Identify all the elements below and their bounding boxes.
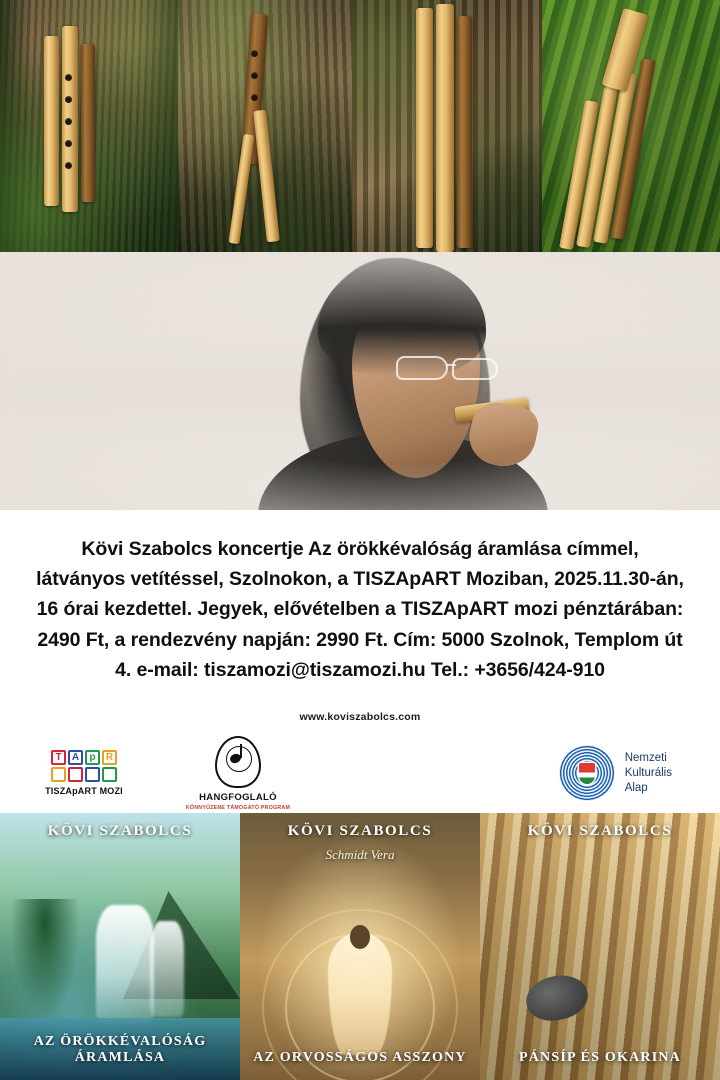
nka-label-line2: Kulturális [624, 766, 672, 779]
concert-description: Kövi Szabolcs koncertje Az örökkévalóság áramlása címmel, látványos vetítéssel, Szolnokon, a TISZApART Moziban, 2025.11.30-án, 16 órai kezdettel. Jegyek, elővételben a TISZApART mozi pénztárában: 2490 Ft, a rendezvény napján: 2990 Ft. Cím: 5000 Szolnok, Templom út 4. e-mail: tiszamozi@tiszamozi.hu Tel.: +3656/424-910 [36, 538, 684, 681]
album-cover-orvossagos-asszony[interactable] [240, 813, 480, 1080]
tp-tile-1-letter: T [55, 752, 62, 764]
nemzeti-kulturalis-alap-logo[interactable] [559, 745, 672, 801]
sponsor-logo-row [0, 727, 720, 813]
tp-tile-1 [51, 750, 66, 765]
tp-tile-4-letter: R [105, 752, 114, 764]
tiszapart-logo-label: TISZApART MOZI [45, 786, 123, 797]
portrait-vignette [0, 252, 720, 510]
album-cover-row [0, 813, 720, 1080]
album-2-artist: KÖVI SZABOLCS [287, 823, 433, 840]
top-photo-strip [0, 0, 720, 252]
album-1-title: AZ ÖRÖKKÉVALÓSÁG ÁRAMLÁSA [33, 1034, 207, 1065]
tp-tile-2-letter: A [71, 752, 80, 764]
album-3-artist: KÖVI SZABOLCS [527, 823, 673, 840]
woman-figure-shape [328, 933, 392, 1055]
tiszapart-logo-mark [51, 750, 117, 782]
tp-tile-3-letter: p [89, 752, 96, 764]
tp-tile-3 [85, 750, 100, 765]
woman-head-shape [350, 925, 370, 949]
album-3-title: PÁNSÍP ÉS OKARINA [519, 1050, 681, 1065]
website-url[interactable]: www.koviszabolcs.com [299, 711, 421, 724]
nka-logo-mark [559, 745, 615, 801]
kovi-szabolcs-portrait [0, 252, 720, 510]
hangfoglalo-logo[interactable] [176, 736, 300, 811]
hangfoglalo-logo-sublabel: KÖNNYŰZENE TÁMOGATÓ PROGRAM [185, 804, 291, 811]
album-2-title: AZ ORVOSSÁGOS ASSZONY [253, 1050, 467, 1065]
album-1-artist: KÖVI SZABOLCS [47, 823, 193, 840]
hangfoglalo-logo-label: HANGFOGLALÓ [199, 791, 277, 803]
wooden-flute-icon [234, 14, 304, 242]
tp-tile-6 [68, 767, 83, 782]
album-cover-pansip-es-okarina[interactable] [480, 813, 720, 1080]
tp-tile-4 [102, 750, 117, 765]
flute-tree-photo [178, 0, 352, 252]
pan-flute-bark-photo [352, 0, 542, 252]
tp-tile-5 [51, 767, 66, 782]
waterfall-shape-2 [150, 921, 184, 1017]
tp-tile-7 [85, 767, 100, 782]
hangfoglalo-logo-mark [215, 736, 261, 788]
waterfall-shape [96, 905, 154, 1023]
concert-info-block [0, 510, 720, 727]
nka-logo-label [625, 751, 672, 796]
bamboo-pan-flute-icon [572, 40, 682, 240]
pan-flute-large-icon [416, 4, 496, 252]
ocarina-shape [522, 970, 592, 1026]
music-note-stem [240, 744, 242, 758]
pan-flute-icon [44, 26, 114, 226]
nka-label-line3: Alap [624, 781, 648, 794]
album-2-featuring: Schmidt Vera [325, 847, 395, 863]
pan-flute-forest-photo [0, 0, 178, 252]
tp-tile-8 [102, 767, 117, 782]
nka-label-line1: Nemzeti [624, 751, 667, 764]
palm-tree-shape [10, 899, 80, 1019]
tp-tile-2 [68, 750, 83, 765]
album-cover-orokkevalosag[interactable] [0, 813, 240, 1080]
bamboo-flute-photo [542, 0, 720, 252]
tiszapart-mozi-logo[interactable] [28, 750, 140, 796]
hungarian-coat-of-arms-icon [579, 763, 595, 784]
